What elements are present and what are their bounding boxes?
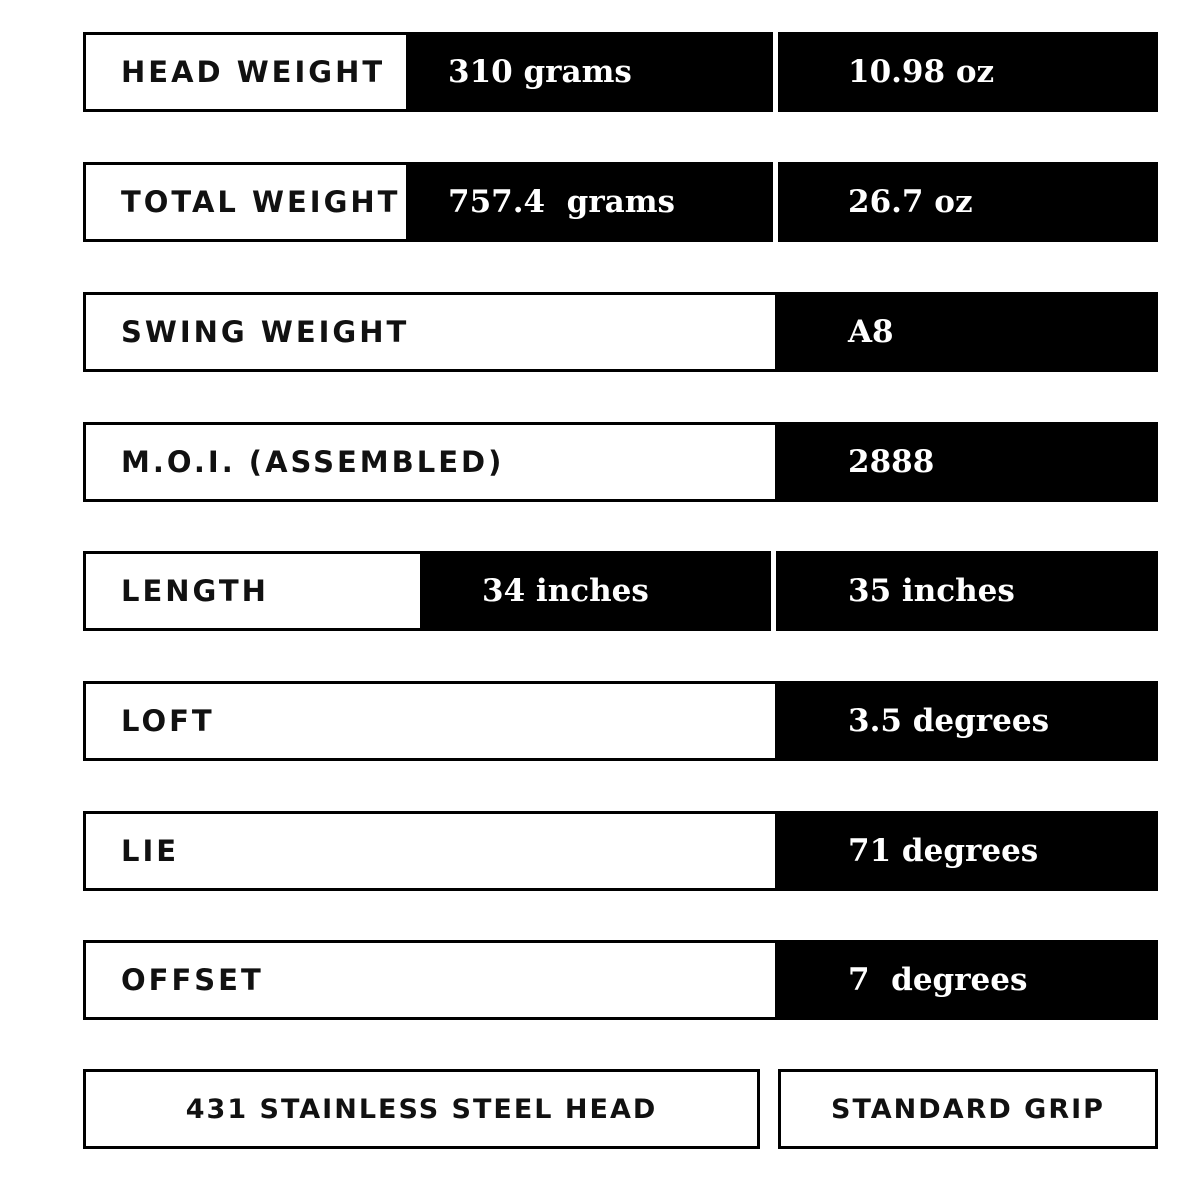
spec-value-text: 10.98 oz [848, 54, 995, 90]
spec-value [775, 292, 1158, 372]
grip-label: STANDARD GRIP [831, 1093, 1105, 1125]
head-material-label: 431 STAINLESS STEEL HEAD [185, 1093, 658, 1125]
spec-value-text: 7 degrees [848, 962, 1028, 998]
spec-label-box [83, 681, 778, 761]
spec-value-metric [406, 162, 773, 242]
spec-label: LIE [121, 834, 180, 868]
spec-label: M.O.I. (ASSEMBLED) [121, 445, 505, 479]
spec-value-imperial [778, 162, 1158, 242]
spec-label: HEAD WEIGHT [121, 55, 386, 89]
head-material-box [83, 1069, 760, 1149]
spec-value-text: 34 inches [482, 573, 649, 609]
spec-value-text: 3.5 degrees [848, 703, 1050, 739]
spec-label-box [83, 162, 409, 242]
spec-value-text: 71 degrees [848, 833, 1039, 869]
spec-value-text: 757.4 grams [448, 184, 676, 220]
spec-row-loft [83, 681, 1158, 761]
spec-value [775, 681, 1158, 761]
spec-value-text: A8 [848, 314, 894, 350]
spec-value-text: 35 inches [848, 573, 1015, 609]
footer-row [83, 1069, 1158, 1149]
spec-value [775, 422, 1158, 502]
spec-label: TOTAL WEIGHT [121, 185, 401, 219]
spec-value-text: 2888 [848, 444, 935, 480]
spec-value-text: 26.7 oz [848, 184, 973, 220]
spec-value-short [420, 551, 771, 631]
spec-value-text: 310 grams [448, 54, 632, 90]
spec-label-box [83, 422, 778, 502]
spec-label-box [83, 292, 778, 372]
spec-label-box [83, 551, 423, 631]
spec-row-lie [83, 811, 1158, 891]
spec-label: SWING WEIGHT [121, 315, 410, 349]
spec-label-box [83, 811, 778, 891]
spec-label-box [83, 32, 409, 112]
spec-row-total-weight [83, 162, 1158, 242]
spec-row-offset [83, 940, 1158, 1020]
spec-label-box [83, 940, 778, 1020]
spec-row-head-weight [83, 32, 1158, 112]
spec-value [775, 940, 1158, 1020]
spec-row-moi [83, 422, 1158, 502]
spec-label: LENGTH [121, 574, 269, 608]
spec-row-swing-weight [83, 292, 1158, 372]
spec-row-length [83, 551, 1158, 631]
spec-value [775, 811, 1158, 891]
grip-box [778, 1069, 1158, 1149]
spec-value-long [776, 551, 1158, 631]
spec-label: LOFT [121, 704, 215, 738]
spec-label: OFFSET [121, 963, 264, 997]
spec-value-metric [406, 32, 773, 112]
spec-value-imperial [778, 32, 1158, 112]
